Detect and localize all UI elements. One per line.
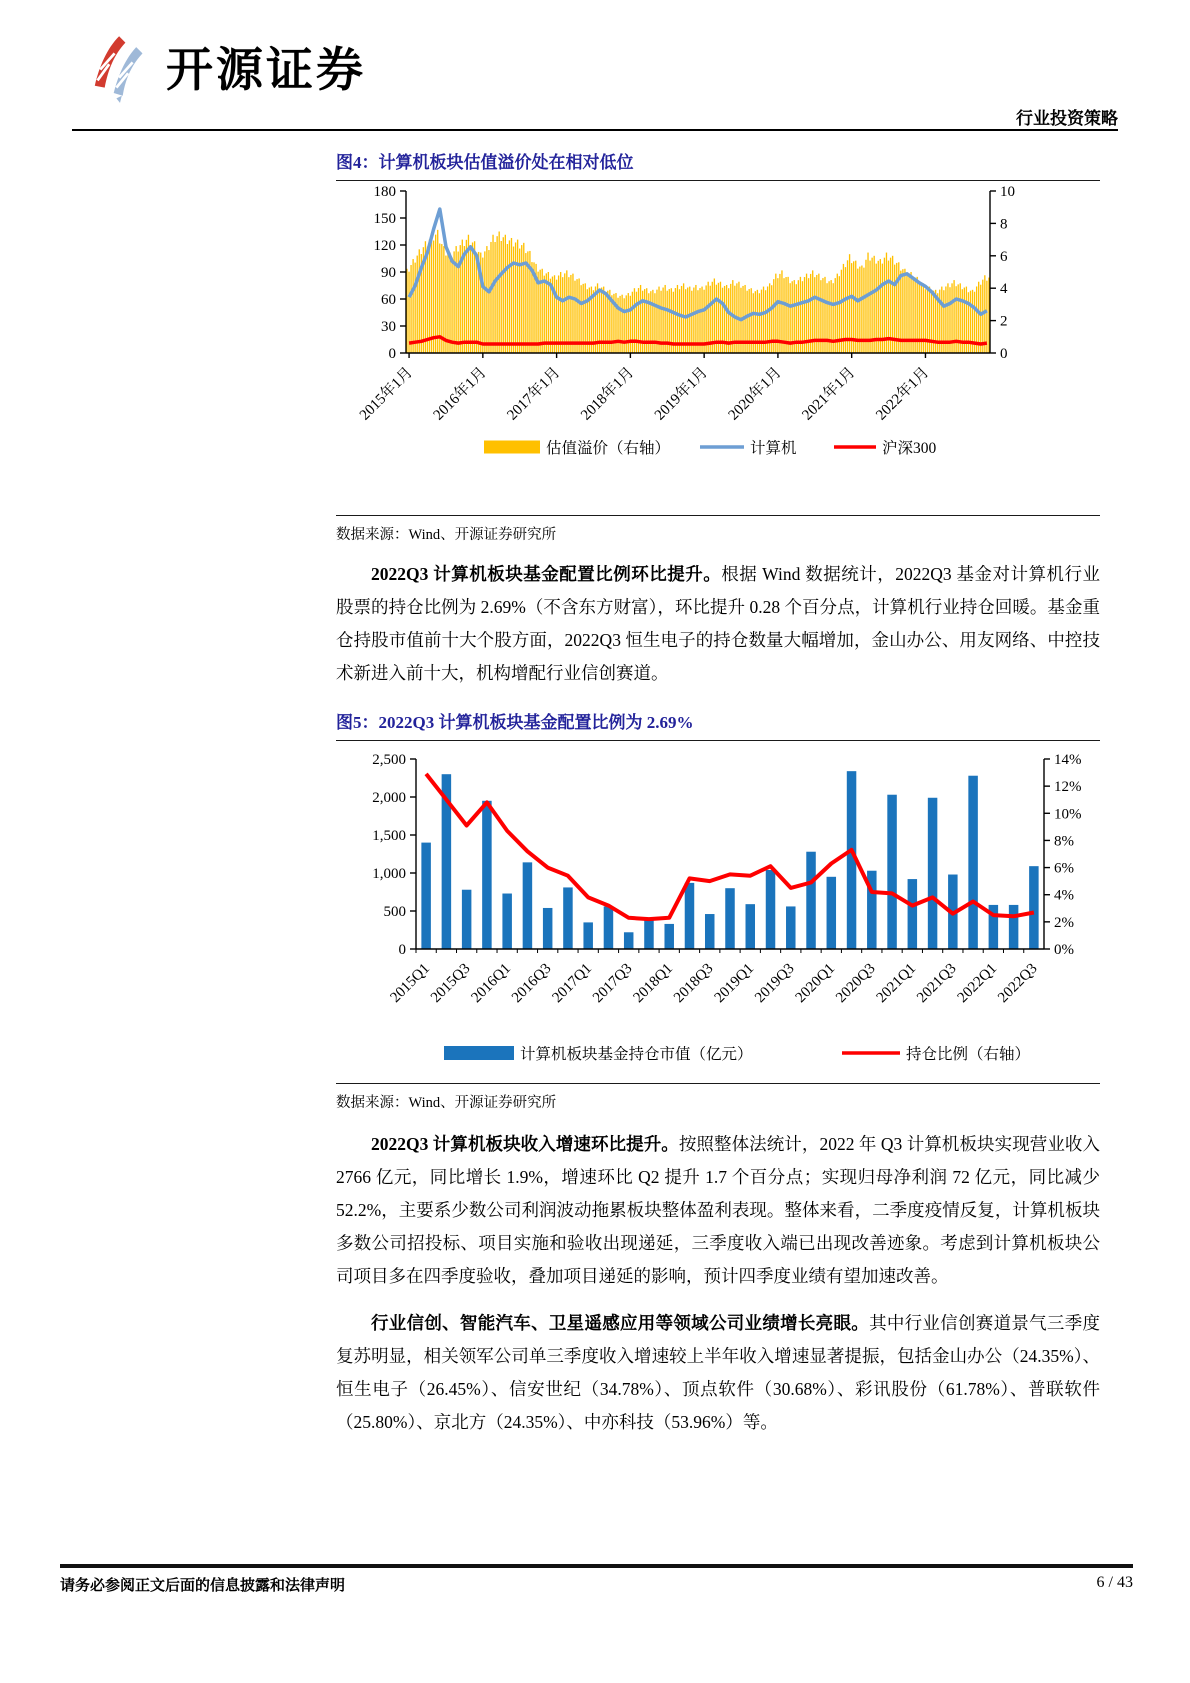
paragraph-sector-highlights xyxy=(336,1307,1100,1439)
svg-text:2019年1月: 2019年1月 xyxy=(651,364,711,424)
svg-text:2017Q1: 2017Q1 xyxy=(549,960,596,1007)
figure5-chart xyxy=(336,741,1100,1083)
paragraph3-body: 其中行业信创赛道景气三季度复苏明显，相关领军公司单三季度收入增速较上半年收入增速显著提振，包括金山办公（24.35%）、恒生电子（26.45%）、信安世纪（34.78%）、顶点软件（30.68%）、彩讯股份（61.78%）、普联软件（25.80%）、京北方（24.35%）、中亦科技（53.96%）等。 xyxy=(336,1313,1101,1432)
figure5-label: 图5： xyxy=(336,713,379,732)
svg-text:150: 150 xyxy=(373,211,396,227)
paragraph2-body: 按照整体法统计，2022 年 Q3 计算机板块实现营业收入 2766 亿元，同比增长 1.9%，增速环比 Q2 提升 1.7 个百分点；实现归母净利润 72 亿元，同比减少 52.2%，主要系少数公司利润波动拖累板块整体盈利表现。整体来看，二季度疫情反复，计算机板块多数公司招投标、项目实施和验收出现递延，三季度收入端已出现改善迹象。考虑到计算机板块公司项目多在四季度验收，叠加项目递延的影响，预计四季度业绩有望加速改善。 xyxy=(336,1134,1100,1286)
figure4-source: 数据来源：Wind、开源证券研究所 xyxy=(336,515,1100,544)
svg-text:2017年1月: 2017年1月 xyxy=(504,364,564,424)
figure5-title xyxy=(336,708,1100,741)
paragraph2-lead: 2022Q3 计算机板块收入增速环比提升。 xyxy=(371,1134,679,1154)
paragraph1-body: 根据 Wind 数据统计，2022Q3 基金对计算机行业股票的持仓比例为 2.69%（不含东方财富），环比提升 0.28 个百分点，计算机行业持仓回暖。基金重仓持股市值前十大个股方面，2022Q3 恒生电子的持仓数量大幅增加，金山办公、用友网络、中控技术新进入前十大，机构增配行业信创赛道。 xyxy=(336,564,1100,683)
svg-text:14%: 14% xyxy=(1054,752,1082,768)
svg-text:4: 4 xyxy=(1000,281,1008,298)
svg-text:2015Q3: 2015Q3 xyxy=(427,960,474,1007)
svg-text:2020年1月: 2020年1月 xyxy=(725,364,785,424)
brand-logo-text: 开源证券 xyxy=(166,42,366,96)
svg-text:6: 6 xyxy=(1000,248,1008,265)
paragraph-revenue-growth xyxy=(336,1128,1100,1293)
svg-text:2021Q1: 2021Q1 xyxy=(873,960,920,1007)
figure4-section xyxy=(336,148,1100,544)
svg-text:2022Q3: 2022Q3 xyxy=(995,960,1041,1007)
svg-text:60: 60 xyxy=(381,292,396,308)
svg-text:持仓比例（右轴）: 持仓比例（右轴） xyxy=(906,1046,1031,1063)
svg-text:2021Q3: 2021Q3 xyxy=(914,960,960,1007)
svg-text:6%: 6% xyxy=(1054,860,1074,877)
svg-text:2022年1月: 2022年1月 xyxy=(873,364,933,424)
brand-logo-icon xyxy=(84,28,156,104)
svg-text:2015年1月: 2015年1月 xyxy=(356,364,416,424)
svg-text:2016年1月: 2016年1月 xyxy=(430,364,490,424)
svg-text:0: 0 xyxy=(388,346,396,362)
svg-text:2,000: 2,000 xyxy=(372,790,406,806)
svg-text:0: 0 xyxy=(398,942,406,958)
figure4-title-text: 计算机板块估值溢价处在相对低位 xyxy=(378,153,634,172)
figure4-title xyxy=(336,148,1100,181)
svg-text:0%: 0% xyxy=(1054,942,1074,958)
svg-text:30: 30 xyxy=(381,319,396,335)
svg-text:10%: 10% xyxy=(1054,806,1082,823)
svg-text:沪深300: 沪深300 xyxy=(882,440,937,457)
svg-text:2022Q1: 2022Q1 xyxy=(954,960,1001,1007)
figure5-title-text: 2022Q3 计算机板块基金配置比例为 2.69% xyxy=(378,713,694,732)
svg-text:计算机板块基金持仓市值（亿元）: 计算机板块基金持仓市值（亿元） xyxy=(520,1046,753,1063)
page-number: 6 / 43 xyxy=(1096,1574,1133,1591)
svg-text:90: 90 xyxy=(381,265,396,281)
svg-text:2016Q1: 2016Q1 xyxy=(468,960,514,1007)
svg-text:4%: 4% xyxy=(1054,887,1074,904)
svg-text:2021年1月: 2021年1月 xyxy=(799,364,859,424)
page-footer xyxy=(60,1564,1133,1595)
header-divider xyxy=(72,129,1118,131)
svg-text:2020Q1: 2020Q1 xyxy=(792,960,839,1007)
svg-text:2,500: 2,500 xyxy=(372,752,406,768)
svg-text:8: 8 xyxy=(1000,216,1008,233)
svg-text:12%: 12% xyxy=(1054,779,1082,796)
figure4-label: 图4： xyxy=(336,153,379,172)
svg-text:2019Q3: 2019Q3 xyxy=(752,960,798,1007)
svg-text:1,000: 1,000 xyxy=(372,866,406,882)
svg-text:2015Q1: 2015Q1 xyxy=(387,960,433,1007)
svg-text:2: 2 xyxy=(1000,313,1008,330)
svg-text:1,500: 1,500 xyxy=(372,828,406,844)
svg-text:2018年1月: 2018年1月 xyxy=(578,364,638,424)
svg-text:2020Q3: 2020Q3 xyxy=(833,960,879,1007)
svg-text:2017Q3: 2017Q3 xyxy=(590,960,636,1007)
svg-text:2018Q3: 2018Q3 xyxy=(671,960,717,1007)
figure5-section xyxy=(336,708,1100,1112)
svg-text:计算机: 计算机 xyxy=(750,440,797,457)
svg-text:120: 120 xyxy=(373,238,396,254)
paragraph-fund-allocation xyxy=(336,558,1100,690)
main-column xyxy=(336,142,1100,1439)
brand-logo xyxy=(84,28,366,104)
report-type-label: 行业投资策略 xyxy=(1016,109,1118,128)
svg-text:估值溢价（右轴）: 估值溢价（右轴） xyxy=(546,440,671,457)
paragraph1-lead: 2022Q3 计算机板块基金配置比例环比提升。 xyxy=(371,564,722,584)
svg-text:2016Q3: 2016Q3 xyxy=(509,960,555,1007)
svg-text:2018Q1: 2018Q1 xyxy=(630,960,677,1007)
svg-text:8%: 8% xyxy=(1054,833,1074,850)
figure4-chart xyxy=(336,181,1100,515)
svg-text:0: 0 xyxy=(1000,346,1008,362)
svg-text:180: 180 xyxy=(373,184,396,200)
svg-text:2%: 2% xyxy=(1054,914,1074,931)
footer-disclaimer: 请务必参阅正文后面的信息披露和法律声明 xyxy=(60,1578,346,1594)
paragraph3-lead: 行业信创、智能汽车、卫星遥感应用等领域公司业绩增长亮眼。 xyxy=(371,1313,870,1333)
svg-text:2019Q1: 2019Q1 xyxy=(711,960,758,1007)
svg-text:10: 10 xyxy=(1000,184,1015,200)
svg-text:500: 500 xyxy=(383,904,406,920)
figure5-source: 数据来源：Wind、开源证券研究所 xyxy=(336,1083,1100,1112)
